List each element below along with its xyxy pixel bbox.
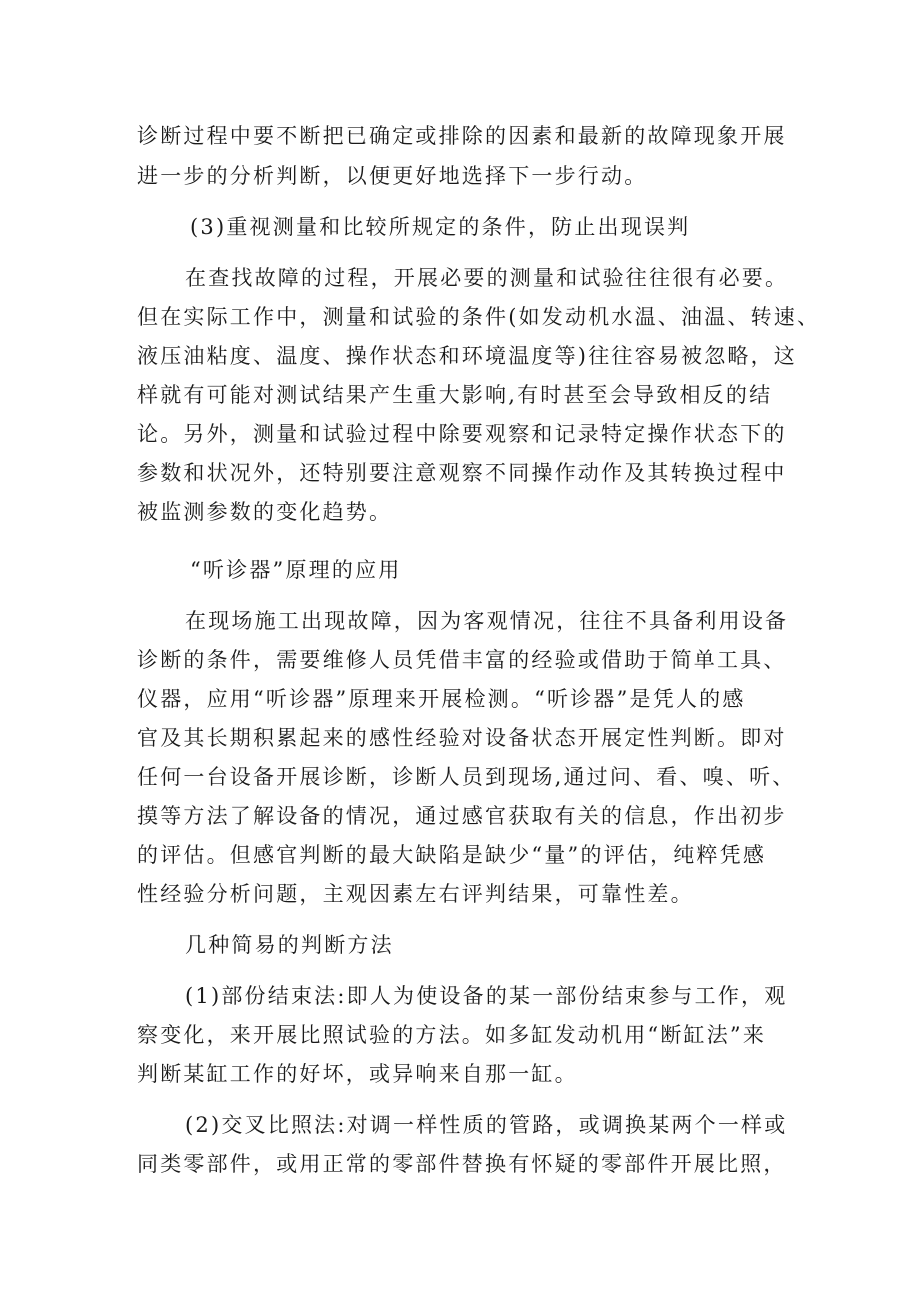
section-heading: (3)重视测量和比较所规定的条件，防止出现误判 [190, 215, 691, 239]
paragraph-line: 样就有可能对测试结果产生重大影响,有时甚至会导致相反的结 [137, 383, 773, 407]
paragraph-line: 在查找故障的过程，开展必要的测量和试验往往很有必要。 [185, 266, 789, 290]
paragraph-line: 的评估。但感官判断的最大缺陷是缺少“量”的评估，纯粹凭感 [137, 843, 767, 867]
paragraph-line: 判断某缸工作的好坏，或异响来自那一缸。 [137, 1062, 578, 1086]
section-heading: 几种简易的判断方法 [185, 933, 394, 957]
paragraph-line: 同类零部件，或用正常的零部件替换有怀疑的零部件开展比照， [137, 1152, 787, 1176]
section-heading: “听诊器”原理的应用 [190, 558, 402, 582]
paragraph-line: 诊断过程中要不断把已确定或排除的因素和最新的故障现象开展 [137, 124, 787, 148]
paragraph-line: 液压油粘度、温度、操作状态和环境温度等)往往容易被忽略，这 [137, 344, 797, 368]
paragraph-line: 参数和状况外，还特别要注意观察不同操作动作及其转换过程中 [137, 461, 787, 485]
paragraph-line: 论。另外，测量和试验过程中除要观察和记录特定操作状态下的 [137, 422, 787, 446]
paragraph-line: 摸等方法了解设备的情况，通过感官获取有关的信息，作出初步 [137, 804, 787, 828]
paragraph-line: 任何一台设备开展诊断，诊断人员到现场,通过问、看、嗅、听、 [137, 765, 796, 789]
paragraph-line: 被监测参数的变化趋势。 [137, 500, 393, 524]
paragraph-line: (2)交叉比照法:对调一样性质的管路，或调换某两个一样或 [185, 1113, 788, 1137]
paragraph-line: (1)部份结束法:即人为使设备的某一部份结束参与工作，观 [185, 984, 788, 1008]
paragraph-line: 性经验分析问题，主观因素左右评判结果，可靠性差。 [137, 882, 694, 906]
paragraph-line: 但在实际工作中，测量和试验的条件(如发动机水温、油温、转速、 [137, 305, 821, 329]
paragraph-line: 诊断的条件，需要维修人员凭借丰富的经验或借助于简单工具、 [137, 648, 787, 672]
paragraph-line: 察变化，来开展比照试验的方法。如多缸发动机用“断缸法”来 [137, 1023, 767, 1047]
paragraph-line: 仪器，应用“听诊器”原理来开展检测。“听诊器”是凭人的感 [137, 687, 746, 711]
paragraph-line: 在现场施工出现故障，因为客观情况，往往不具备利用设备 [185, 609, 789, 633]
paragraph-line: 官及其长期积累起来的感性经验对设备状态开展定性判断。即对 [137, 726, 787, 750]
paragraph-line: 进一步的分析判断，以便更好地选择下一步行动。 [137, 164, 648, 188]
